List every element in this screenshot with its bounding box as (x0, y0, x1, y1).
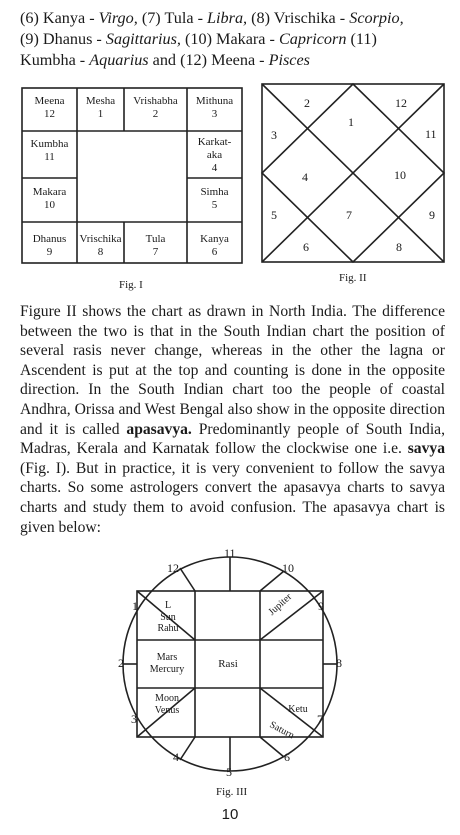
fig1-cell-mesha: Mesha 1 (85, 95, 116, 120)
fig1-cell-karkataka: Karkat- aka 4 (197, 136, 232, 174)
fig2-caption: Fig. II (339, 272, 367, 284)
fig1-cell-mithuna: Mithuna 3 (195, 95, 234, 120)
fig3-planets-house3: Moon Venus (154, 693, 180, 716)
fig3-house-12: 12 (167, 561, 179, 575)
fig1-cell-makara: Makara 10 (32, 186, 67, 211)
fig3-center-label: Rasi (218, 658, 238, 670)
intro-line-1: (6) Kanya - Virgo, (7) Tula - Libra, (8) Vrischika - Scorpio, (20, 9, 404, 27)
fig3-planets-house1: L Sun Rahu (157, 600, 179, 634)
fig3-house-10: 10 (282, 561, 294, 575)
fig3-house-8: 8 (336, 656, 342, 670)
body-paragraph: Figure II shows the chart as drawn in North India. The difference between the two is that in the South Indian chart the position of several rasis never change, whereas in the other the lagna or Ascendent is put at the top and counting is done in the opposite direction. In the South Indian chart too the people of coastal Andhra, Orissa and West Bengal also show in the opposite direction and it is called apasavya. Predominantly people of South India, Madras, Kerala and Karnatak follow the clockwise one i.e. savya (Fig. I). But in practice, it is very convenient to follow the savya charts. So some astrologers convert the apasavya charts to savya charts and study them to avoid confusion. The apasavya chart is given below: (20, 303, 445, 536)
fig1-cell-vrischika: Vrischika 8 (79, 233, 122, 258)
fig3-planet-ketu: Ketu (288, 704, 308, 715)
fig3-house-9: 9 (318, 599, 324, 613)
fig3-house-1: 1 (132, 599, 138, 613)
fig2-house-5: 5 (271, 208, 277, 222)
fig2-house-6: 6 (303, 240, 309, 254)
fig2-house-12: 12 (395, 96, 407, 110)
fig2-house-9: 9 (429, 208, 435, 222)
fig1-cell-kanya: Kanya 6 (200, 233, 229, 258)
fig3-house-7: 7 (317, 712, 323, 726)
page-number: 10 (221, 806, 239, 823)
fig1-cell-vrishabha: Vrishabha 2 (133, 95, 178, 120)
fig3-house-4: 4 (173, 750, 179, 764)
fig1-cell-tula: Tula 7 (145, 233, 166, 258)
fig3-planet-saturn: Saturn (267, 719, 296, 742)
fig1-cell-simha: Simha 5 (200, 186, 229, 211)
fig1-cell-dhanus: Dhanus 9 (32, 233, 67, 258)
fig2-house-10: 10 (394, 168, 406, 182)
fig2-house-11: 11 (425, 127, 437, 141)
fig1-caption: Fig. I (119, 279, 143, 291)
fig3-caption: Fig. III (216, 786, 248, 798)
intro-line-2: (9) Dhanus - Sagittarius, (10) Makara - Capricorn (11) (20, 30, 377, 48)
fig3-house-3: 3 (131, 712, 137, 726)
fig2-house-1: 1 (348, 115, 354, 129)
fig1-cell-kumbha: Kumbha 11 (30, 138, 69, 163)
fig3-house-6: 6 (284, 750, 290, 764)
fig3-planets-house2: Mars Mercury (149, 652, 185, 675)
fig1-cell-meena: Meena 12 (34, 95, 65, 120)
fig3-house-2: 2 (118, 656, 124, 670)
fig2-house-2: 2 (304, 96, 310, 110)
fig3-planet-jupiter: Jupiter (266, 591, 295, 618)
fig2-house-7: 7 (346, 208, 352, 222)
fig3-house-5: 5 (226, 765, 232, 779)
fig2-house-4: 4 (302, 170, 308, 184)
fig2-house-8: 8 (396, 240, 402, 254)
fig3-house-11: 11 (224, 546, 236, 560)
fig2-house-3: 3 (271, 128, 277, 142)
intro-line-3: Kumbha - Aquarius and (12) Meena - Pisces (20, 51, 310, 69)
